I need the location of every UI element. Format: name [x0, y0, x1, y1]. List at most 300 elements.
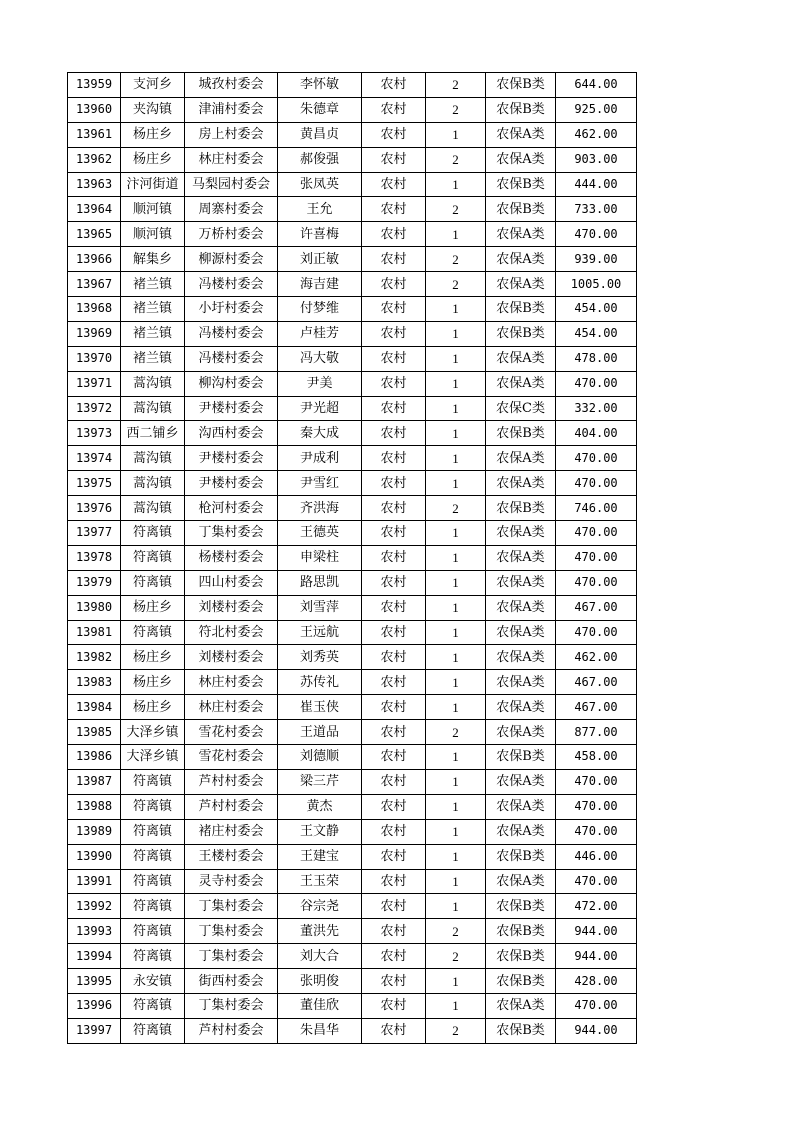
household-count-cell: 1	[426, 819, 486, 844]
area-type-cell: 农村	[362, 670, 426, 695]
person-name-cell: 刘雪萍	[278, 595, 362, 620]
table-row	[68, 844, 637, 869]
table-row	[68, 894, 637, 919]
amount-cell: 470.00	[556, 993, 637, 1018]
table-row	[68, 197, 637, 222]
village-cell: 城孜村委会	[185, 73, 278, 98]
area-type-cell: 农村	[362, 745, 426, 770]
insurance-category-cell: 农保A类	[486, 521, 556, 546]
record-id-cell: 13969	[68, 321, 121, 346]
amount-cell: 467.00	[556, 695, 637, 720]
village-cell: 津浦村委会	[185, 97, 278, 122]
township-cell: 蒿沟镇	[121, 471, 185, 496]
household-count-cell: 2	[426, 73, 486, 98]
village-cell: 丁集村委会	[185, 521, 278, 546]
village-cell: 冯楼村委会	[185, 346, 278, 371]
household-count-cell: 1	[426, 222, 486, 247]
township-cell: 杨庄乡	[121, 695, 185, 720]
insurance-category-cell: 农保B类	[486, 172, 556, 197]
record-id-cell: 13970	[68, 346, 121, 371]
record-id-cell: 13987	[68, 769, 121, 794]
area-type-cell: 农村	[362, 222, 426, 247]
person-name-cell: 谷宗尧	[278, 894, 362, 919]
person-name-cell: 朱德章	[278, 97, 362, 122]
person-name-cell: 齐洪海	[278, 496, 362, 521]
table-row	[68, 645, 637, 670]
insurance-category-cell: 农保A类	[486, 545, 556, 570]
person-name-cell: 董洪先	[278, 919, 362, 944]
amount-cell: 470.00	[556, 446, 637, 471]
insurance-category-cell: 农保A类	[486, 346, 556, 371]
amount-cell: 944.00	[556, 944, 637, 969]
table-row	[68, 969, 637, 994]
area-type-cell: 农村	[362, 321, 426, 346]
household-count-cell: 1	[426, 769, 486, 794]
area-type-cell: 农村	[362, 147, 426, 172]
township-cell: 汴河街道	[121, 172, 185, 197]
record-id-cell: 13984	[68, 695, 121, 720]
insurance-category-cell: 农保A类	[486, 794, 556, 819]
household-count-cell: 1	[426, 172, 486, 197]
village-cell: 芦村村委会	[185, 794, 278, 819]
record-id-cell: 13964	[68, 197, 121, 222]
insurance-category-cell: 农保B类	[486, 969, 556, 994]
record-id-cell: 13993	[68, 919, 121, 944]
table-row	[68, 769, 637, 794]
household-count-cell: 2	[426, 944, 486, 969]
township-cell: 符离镇	[121, 794, 185, 819]
township-cell: 符离镇	[121, 570, 185, 595]
record-id-cell: 13963	[68, 172, 121, 197]
person-name-cell: 刘大合	[278, 944, 362, 969]
amount-cell: 470.00	[556, 620, 637, 645]
household-count-cell: 1	[426, 844, 486, 869]
person-name-cell: 尹光超	[278, 396, 362, 421]
table-row	[68, 172, 637, 197]
person-name-cell: 海吉建	[278, 272, 362, 297]
insurance-category-cell: 农保A类	[486, 570, 556, 595]
amount-cell: 404.00	[556, 421, 637, 446]
person-name-cell: 张明俊	[278, 969, 362, 994]
insurance-category-cell: 农保A类	[486, 993, 556, 1018]
area-type-cell: 农村	[362, 371, 426, 396]
area-type-cell: 农村	[362, 794, 426, 819]
amount-cell: 925.00	[556, 97, 637, 122]
household-count-cell: 2	[426, 720, 486, 745]
amount-cell: 733.00	[556, 197, 637, 222]
table-row	[68, 620, 637, 645]
insurance-category-cell: 农保A类	[486, 272, 556, 297]
record-id-cell: 13978	[68, 545, 121, 570]
insurance-category-cell: 农保B类	[486, 1018, 556, 1043]
household-count-cell: 2	[426, 496, 486, 521]
insurance-category-cell: 农保A类	[486, 819, 556, 844]
insurance-category-cell: 农保A类	[486, 222, 556, 247]
amount-cell: 470.00	[556, 521, 637, 546]
insurance-category-cell: 农保B类	[486, 919, 556, 944]
household-count-cell: 2	[426, 247, 486, 272]
township-cell: 蒿沟镇	[121, 446, 185, 471]
area-type-cell: 农村	[362, 73, 426, 98]
household-count-cell: 1	[426, 620, 486, 645]
household-count-cell: 1	[426, 794, 486, 819]
village-cell: 林庄村委会	[185, 670, 278, 695]
household-count-cell: 1	[426, 122, 486, 147]
insurance-category-cell: 农保B类	[486, 421, 556, 446]
insurance-category-cell: 农保A类	[486, 869, 556, 894]
household-count-cell: 2	[426, 272, 486, 297]
insurance-category-cell: 农保B类	[486, 97, 556, 122]
amount-cell: 1005.00	[556, 272, 637, 297]
insurance-category-cell: 农保B类	[486, 496, 556, 521]
table-row	[68, 595, 637, 620]
insurance-category-cell: 农保A类	[486, 471, 556, 496]
area-type-cell: 农村	[362, 720, 426, 745]
person-name-cell: 梁三芹	[278, 769, 362, 794]
person-name-cell: 卢桂芳	[278, 321, 362, 346]
table-row	[68, 944, 637, 969]
village-cell: 周寨村委会	[185, 197, 278, 222]
household-count-cell: 1	[426, 595, 486, 620]
table-row	[68, 794, 637, 819]
amount-cell: 332.00	[556, 396, 637, 421]
area-type-cell: 农村	[362, 919, 426, 944]
record-id-cell: 13967	[68, 272, 121, 297]
household-count-cell: 1	[426, 396, 486, 421]
insurance-category-cell: 农保A类	[486, 595, 556, 620]
household-count-cell: 1	[426, 545, 486, 570]
insurance-category-cell: 农保B类	[486, 844, 556, 869]
village-cell: 杨楼村委会	[185, 545, 278, 570]
record-id-cell: 13982	[68, 645, 121, 670]
table-row	[68, 521, 637, 546]
record-id-cell: 13981	[68, 620, 121, 645]
table-row	[68, 695, 637, 720]
township-cell: 蒿沟镇	[121, 496, 185, 521]
insurance-category-cell: 农保B类	[486, 321, 556, 346]
amount-cell: 944.00	[556, 1018, 637, 1043]
village-cell: 符北村委会	[185, 620, 278, 645]
village-cell: 刘楼村委会	[185, 595, 278, 620]
insurance-category-cell: 农保A类	[486, 670, 556, 695]
table-row	[68, 396, 637, 421]
township-cell: 杨庄乡	[121, 670, 185, 695]
amount-cell: 454.00	[556, 297, 637, 322]
township-cell: 符离镇	[121, 993, 185, 1018]
area-type-cell: 农村	[362, 247, 426, 272]
record-id-cell: 13974	[68, 446, 121, 471]
record-id-cell: 13962	[68, 147, 121, 172]
table-row	[68, 545, 637, 570]
amount-cell: 467.00	[556, 670, 637, 695]
household-count-cell: 1	[426, 346, 486, 371]
table-row	[68, 471, 637, 496]
household-count-cell: 1	[426, 670, 486, 695]
record-id-cell: 13985	[68, 720, 121, 745]
village-cell: 丁集村委会	[185, 894, 278, 919]
table-row	[68, 819, 637, 844]
area-type-cell: 农村	[362, 172, 426, 197]
insurance-category-cell: 农保B类	[486, 197, 556, 222]
table-row	[68, 222, 637, 247]
area-type-cell: 农村	[362, 297, 426, 322]
table-row	[68, 421, 637, 446]
area-type-cell: 农村	[362, 620, 426, 645]
person-name-cell: 郝俊强	[278, 147, 362, 172]
amount-cell: 478.00	[556, 346, 637, 371]
record-id-cell: 13990	[68, 844, 121, 869]
township-cell: 符离镇	[121, 521, 185, 546]
household-count-cell: 2	[426, 919, 486, 944]
person-name-cell: 苏传礼	[278, 670, 362, 695]
person-name-cell: 尹雪红	[278, 471, 362, 496]
amount-cell: 644.00	[556, 73, 637, 98]
township-cell: 蒿沟镇	[121, 396, 185, 421]
area-type-cell: 农村	[362, 421, 426, 446]
record-id-cell: 13968	[68, 297, 121, 322]
township-cell: 符离镇	[121, 620, 185, 645]
insurance-category-cell: 农保A类	[486, 695, 556, 720]
person-name-cell: 刘秀英	[278, 645, 362, 670]
record-id-cell: 13994	[68, 944, 121, 969]
village-cell: 芦村村委会	[185, 769, 278, 794]
person-name-cell: 朱昌华	[278, 1018, 362, 1043]
household-count-cell: 1	[426, 421, 486, 446]
record-id-cell: 13995	[68, 969, 121, 994]
amount-cell: 462.00	[556, 645, 637, 670]
area-type-cell: 农村	[362, 595, 426, 620]
area-type-cell: 农村	[362, 446, 426, 471]
table-row	[68, 570, 637, 595]
township-cell: 顺河镇	[121, 197, 185, 222]
household-count-cell: 1	[426, 471, 486, 496]
insurance-category-cell: 农保B类	[486, 894, 556, 919]
township-cell: 顺河镇	[121, 222, 185, 247]
person-name-cell: 王德英	[278, 521, 362, 546]
township-cell: 杨庄乡	[121, 122, 185, 147]
township-cell: 符离镇	[121, 769, 185, 794]
village-cell: 林庄村委会	[185, 695, 278, 720]
record-id-cell: 13979	[68, 570, 121, 595]
township-cell: 支河乡	[121, 73, 185, 98]
household-count-cell: 1	[426, 570, 486, 595]
township-cell: 永安镇	[121, 969, 185, 994]
household-count-cell: 1	[426, 521, 486, 546]
table-row	[68, 745, 637, 770]
table-row	[68, 496, 637, 521]
township-cell: 蒿沟镇	[121, 371, 185, 396]
township-cell: 褚兰镇	[121, 297, 185, 322]
insurance-category-cell: 农保A类	[486, 645, 556, 670]
person-name-cell: 王道品	[278, 720, 362, 745]
record-id-cell: 13959	[68, 73, 121, 98]
village-cell: 房上村委会	[185, 122, 278, 147]
area-type-cell: 农村	[362, 97, 426, 122]
township-cell: 杨庄乡	[121, 645, 185, 670]
village-cell: 褚庄村委会	[185, 819, 278, 844]
area-type-cell: 农村	[362, 521, 426, 546]
village-cell: 王楼村委会	[185, 844, 278, 869]
table-row	[68, 297, 637, 322]
area-type-cell: 农村	[362, 869, 426, 894]
insurance-category-cell: 农保B类	[486, 745, 556, 770]
township-cell: 褚兰镇	[121, 321, 185, 346]
record-id-cell: 13988	[68, 794, 121, 819]
township-cell: 符离镇	[121, 944, 185, 969]
area-type-cell: 农村	[362, 496, 426, 521]
insurance-category-cell: 农保A类	[486, 446, 556, 471]
village-cell: 冯楼村委会	[185, 321, 278, 346]
area-type-cell: 农村	[362, 819, 426, 844]
record-id-cell: 13972	[68, 396, 121, 421]
records-table-body	[68, 73, 637, 1044]
village-cell: 街西村委会	[185, 969, 278, 994]
household-count-cell: 1	[426, 695, 486, 720]
amount-cell: 428.00	[556, 969, 637, 994]
amount-cell: 470.00	[556, 819, 637, 844]
village-cell: 丁集村委会	[185, 993, 278, 1018]
person-name-cell: 秦大成	[278, 421, 362, 446]
township-cell: 夹沟镇	[121, 97, 185, 122]
record-id-cell: 13960	[68, 97, 121, 122]
village-cell: 马梨园村委会	[185, 172, 278, 197]
amount-cell: 877.00	[556, 720, 637, 745]
person-name-cell: 张凤英	[278, 172, 362, 197]
amount-cell: 470.00	[556, 545, 637, 570]
person-name-cell: 刘德顺	[278, 745, 362, 770]
amount-cell: 470.00	[556, 794, 637, 819]
person-name-cell: 尹成利	[278, 446, 362, 471]
household-count-cell: 2	[426, 1018, 486, 1043]
household-count-cell: 1	[426, 321, 486, 346]
township-cell: 符离镇	[121, 919, 185, 944]
record-id-cell: 13961	[68, 122, 121, 147]
amount-cell: 444.00	[556, 172, 637, 197]
household-count-cell: 1	[426, 993, 486, 1018]
person-name-cell: 路思凯	[278, 570, 362, 595]
household-count-cell: 1	[426, 894, 486, 919]
area-type-cell: 农村	[362, 1018, 426, 1043]
area-type-cell: 农村	[362, 346, 426, 371]
area-type-cell: 农村	[362, 944, 426, 969]
township-cell: 杨庄乡	[121, 147, 185, 172]
person-name-cell: 冯大敬	[278, 346, 362, 371]
area-type-cell: 农村	[362, 122, 426, 147]
area-type-cell: 农村	[362, 769, 426, 794]
table-row	[68, 346, 637, 371]
township-cell: 符离镇	[121, 819, 185, 844]
table-row	[68, 993, 637, 1018]
record-id-cell: 13996	[68, 993, 121, 1018]
area-type-cell: 农村	[362, 471, 426, 496]
household-count-cell: 2	[426, 147, 486, 172]
amount-cell: 458.00	[556, 745, 637, 770]
insurance-category-cell: 农保A类	[486, 247, 556, 272]
amount-cell: 944.00	[556, 919, 637, 944]
amount-cell: 470.00	[556, 869, 637, 894]
area-type-cell: 农村	[362, 396, 426, 421]
person-name-cell: 李怀敏	[278, 73, 362, 98]
amount-cell: 470.00	[556, 222, 637, 247]
household-count-cell: 1	[426, 969, 486, 994]
village-cell: 刘楼村委会	[185, 645, 278, 670]
area-type-cell: 农村	[362, 545, 426, 570]
area-type-cell: 农村	[362, 197, 426, 222]
person-name-cell: 王文静	[278, 819, 362, 844]
village-cell: 灵寺村委会	[185, 869, 278, 894]
area-type-cell: 农村	[362, 993, 426, 1018]
village-cell: 丁集村委会	[185, 919, 278, 944]
township-cell: 符离镇	[121, 869, 185, 894]
household-count-cell: 1	[426, 371, 486, 396]
table-row	[68, 97, 637, 122]
record-id-cell: 13976	[68, 496, 121, 521]
village-cell: 雪花村委会	[185, 720, 278, 745]
village-cell: 冯楼村委会	[185, 272, 278, 297]
township-cell: 符离镇	[121, 1018, 185, 1043]
village-cell: 万桥村委会	[185, 222, 278, 247]
township-cell: 西二铺乡	[121, 421, 185, 446]
amount-cell: 454.00	[556, 321, 637, 346]
record-id-cell: 13973	[68, 421, 121, 446]
amount-cell: 470.00	[556, 570, 637, 595]
township-cell: 褚兰镇	[121, 272, 185, 297]
area-type-cell: 农村	[362, 570, 426, 595]
amount-cell: 462.00	[556, 122, 637, 147]
insurance-category-cell: 农保A类	[486, 620, 556, 645]
area-type-cell: 农村	[362, 645, 426, 670]
person-name-cell: 崔玉侠	[278, 695, 362, 720]
village-cell: 小圩村委会	[185, 297, 278, 322]
record-id-cell: 13980	[68, 595, 121, 620]
record-id-cell: 13983	[68, 670, 121, 695]
township-cell: 大泽乡镇	[121, 720, 185, 745]
table-row	[68, 919, 637, 944]
person-name-cell: 董佳欣	[278, 993, 362, 1018]
household-count-cell: 1	[426, 745, 486, 770]
table-row	[68, 73, 637, 98]
village-cell: 尹楼村委会	[185, 396, 278, 421]
area-type-cell: 农村	[362, 844, 426, 869]
record-id-cell: 13971	[68, 371, 121, 396]
person-name-cell: 黄昌贞	[278, 122, 362, 147]
amount-cell: 467.00	[556, 595, 637, 620]
records-table	[67, 72, 637, 1044]
insurance-category-cell: 农保C类	[486, 396, 556, 421]
household-count-cell: 1	[426, 645, 486, 670]
person-name-cell: 尹美	[278, 371, 362, 396]
table-row	[68, 321, 637, 346]
record-id-cell: 13989	[68, 819, 121, 844]
person-name-cell: 黄杰	[278, 794, 362, 819]
area-type-cell: 农村	[362, 969, 426, 994]
insurance-category-cell: 农保B类	[486, 944, 556, 969]
household-count-cell: 1	[426, 446, 486, 471]
household-count-cell: 2	[426, 97, 486, 122]
person-name-cell: 付梦维	[278, 297, 362, 322]
record-id-cell: 13977	[68, 521, 121, 546]
person-name-cell: 申梁柱	[278, 545, 362, 570]
village-cell: 柳沟村委会	[185, 371, 278, 396]
area-type-cell: 农村	[362, 695, 426, 720]
amount-cell: 470.00	[556, 769, 637, 794]
household-count-cell: 1	[426, 869, 486, 894]
village-cell: 芦村村委会	[185, 1018, 278, 1043]
table-row	[68, 869, 637, 894]
amount-cell: 472.00	[556, 894, 637, 919]
person-name-cell: 王建宝	[278, 844, 362, 869]
table-row	[68, 720, 637, 745]
